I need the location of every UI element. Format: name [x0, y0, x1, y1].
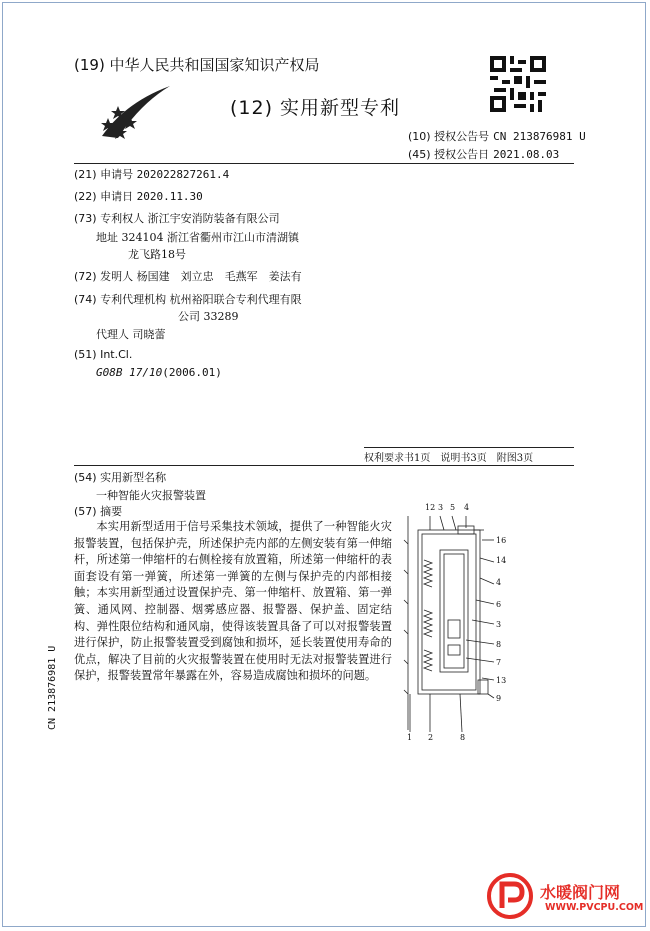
cnipa-emblem [96, 80, 172, 142]
application-number: (21) 申请号 202022827261.4 [74, 168, 230, 181]
drawing-label: 9 [496, 694, 502, 703]
publication-date: (45) 授权公告日 2021.08.03 [408, 148, 560, 161]
agent: 代理人 司晓蕾 [96, 328, 166, 341]
abstract-label: (57) 摘要 [74, 505, 123, 518]
drawing-label: 5 [450, 503, 456, 512]
office-name: (19) 中华人民共和国国家知识产权局 [74, 56, 320, 74]
drawing-label: 4 [496, 578, 502, 587]
publication-number: (10) 授权公告号 CN 213876981 U [408, 130, 586, 143]
document-type: (12) 实用新型专利 [230, 97, 401, 119]
drawing-label: 3 [438, 503, 444, 512]
drawing-label: 3 [496, 620, 502, 629]
divider [74, 465, 574, 466]
address: 地址 324104 浙江省衢州市江山市清湖镇 [96, 231, 299, 244]
patentee: (73) 专利权人 浙江宇安消防装备有限公司 [74, 212, 280, 225]
drawing-label: 12 [425, 503, 436, 512]
watermark-logo-icon [486, 872, 534, 920]
patent-agency: (74) 专利代理机构 杭州裕阳联合专利代理有限 [74, 293, 302, 306]
utility-model-title: 一种智能火灾报警装置 [96, 489, 206, 502]
int-cl-label: (51) Int.Cl. [74, 348, 133, 361]
page-counts: 权利要求书1页 说明书3页 附图3页 [364, 453, 534, 464]
title-label: (54) 实用新型名称 [74, 471, 167, 484]
drawing-label: 1 [407, 733, 413, 742]
abstract-text: 本实用新型适用于信号采集技术领域，提供了一种智能火灾报警装置，包括保护壳，所述保护壳内部的左侧安装有第一伸缩杆，所述第一伸缩杆的右侧栓接有放置箱，所述第一伸缩杆的表面套设有第一弹簧，所述第一弹簧的左侧与保护壳的内部相接触；本实用新型通过设置保护壳、第一伸缩杆、放置箱、第一弹簧、通风网、控制器、烟雾感应器、报警器、保护盖、固定结构、弹性限位结构和通风扇，使得该装置具备了可以对报警装置进行保护，防止报警装置受到腐蚀和损坏，延长装置使用寿命的优点，解决了目前的火灾报警装置在使用时无法对报警装置进行保护，报警装置常年暴露在外，容易造成腐蚀和损坏的问题。 [74, 520, 392, 683]
divider [364, 447, 574, 448]
drawing-label: 16 [496, 536, 507, 545]
qr-code [490, 56, 546, 112]
watermark-url: WWW.PVCPU.COM [545, 902, 644, 913]
drawing-label: 4 [464, 503, 470, 512]
application-date: (22) 申请日 2020.11.30 [74, 190, 203, 203]
side-publication-code: CN 213876981 U [47, 645, 58, 730]
device-drawing [400, 500, 510, 745]
divider [74, 163, 574, 164]
drawing-label: 13 [496, 676, 507, 685]
drawing-label: 7 [496, 658, 502, 667]
drawing-label: 6 [496, 600, 502, 609]
inventors: (72) 发明人 杨国建 刘立忠 毛燕军 姜法有 [74, 270, 302, 283]
drawing-label: 8 [460, 733, 466, 742]
watermark-text: 水暖阀门网 [540, 883, 621, 902]
patent-agency-line-2: 公司 33289 [178, 310, 239, 323]
int-cl-value: G08B 17/10(2006.01) [96, 366, 222, 379]
address-line-2: 龙飞路18号 [128, 248, 186, 261]
drawing-label: 8 [496, 640, 502, 649]
drawing-label: 2 [428, 733, 434, 742]
drawing-label: 14 [496, 556, 507, 565]
